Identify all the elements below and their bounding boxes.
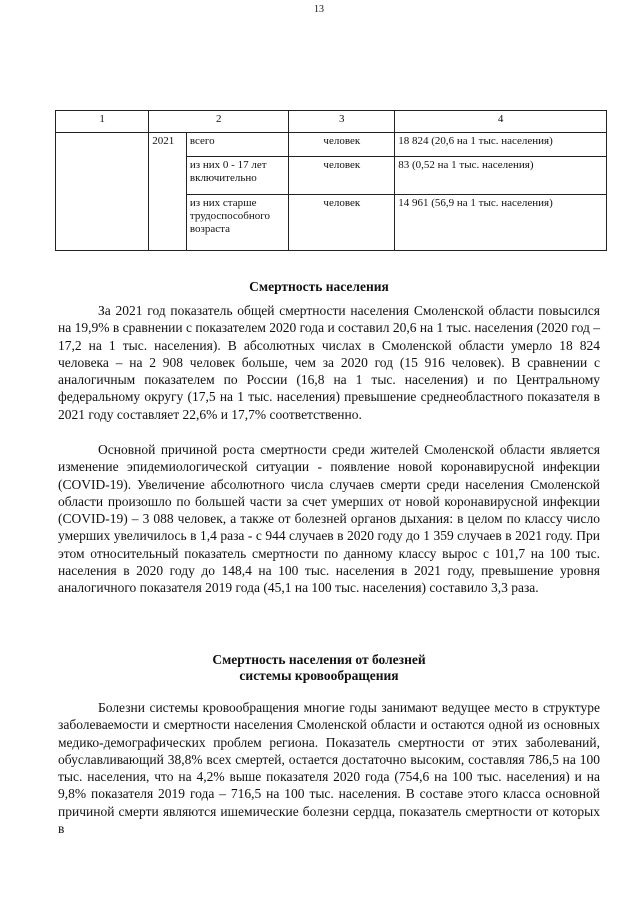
row-unit: человек bbox=[289, 133, 395, 157]
row-unit: человек bbox=[289, 195, 395, 251]
section-title-circulatory-line2: системы кровообращения bbox=[239, 668, 399, 683]
paragraph-mortality-overview: За 2021 год показатель общей смертности населения Смоленской области повысился на 19,9% в сравнении с показателем 2020 года и составил 20,6 на 1 тыс. населения (2020 год – 17,2 на 1 тыс. населения). В абсолютных числах в Смоленской области умерло 18 824 человека – на 2 908 человек больше, чем за 2020 год (15 916 человек). В сравнении с аналогичным показателем по России (16,8 на 1 тыс. населения) и по Центральному федеральному округу (17,5 на 1 тыс. населения) превышение среднеобластного показателя в 2021 году составляет 22,6% и 17,7% соответственно. bbox=[58, 303, 600, 422]
row-label: всего bbox=[186, 133, 288, 157]
header-col-3: 3 bbox=[289, 111, 395, 133]
row-value: 18 824 (20,6 на 1 тыс. населения) bbox=[395, 133, 607, 157]
header-col-2: 2 bbox=[149, 111, 289, 133]
row-label: из них старше трудоспособного возраста bbox=[186, 195, 288, 251]
year-cell: 2021 bbox=[149, 133, 187, 251]
section-title-circulatory-line1: Смертность населения от болезней bbox=[212, 652, 426, 667]
header-col-4: 4 bbox=[395, 111, 607, 133]
empty-cell bbox=[56, 133, 149, 251]
paragraph-mortality-causes: Основной причиной роста смертности среди жителей Смоленской области является изменение эпидемиологической ситуации - появление новой коронавирусной инфекции (COVID-19). Увеличение абсолютного числа случаев смерти среди населения Смоленской области произошло по большей части за счет умерших от новой коронавирусной инфекции (COVID-19) – 3 088 человек, а также от болезней органов дыхания: в целом по классу число умерших увеличилось в 1,4 раза - с 944 случаев в 2020 году до 1 359 случаев в 2021 году. При этом относительный показатель смертности по данному классу вырос с 101,7 на 100 тыс. населения в 2020 году до 148,4 на 100 тыс. населения в 2021 году, превышение уровня аналогичного показателя 2019 года (45,1 на 100 тыс. населения) составило 3,3 раза. bbox=[58, 442, 600, 596]
row-value: 83 (0,52 на 1 тыс. населения) bbox=[395, 157, 607, 195]
table-header-row bbox=[56, 111, 607, 133]
row-label: из них 0 - 17 лет включительно bbox=[186, 157, 288, 195]
row-unit: человек bbox=[289, 157, 395, 195]
paragraph-circulatory-diseases: Болезни системы кровообращения многие годы занимают ведущее место в структуре заболеваемости и смертности населения Смоленской области и остаются одной из основных медико-демографических проблем региона. Показатель смертности от этих заболеваний, обуславливающий 38,8% всех смертей, остается достаточно высоким, составляя 786,5 на 100 тыс. населения, что на 4,2% выше показателя 2020 года (754,6 на 100 тыс. населения) и на 9,8% показателя 2019 года – 716,5 на 100 тыс. населения. В составе этого класса основной причиной смерти являются ишемические болезни сердца, показатель смертности от которых в bbox=[58, 700, 600, 837]
header-col-1: 1 bbox=[56, 111, 149, 133]
row-value: 14 961 (56,9 на 1 тыс. населения) bbox=[395, 195, 607, 251]
page-number: 13 bbox=[314, 4, 324, 15]
table-row bbox=[56, 133, 607, 157]
section-title-mortality: Смертность населения bbox=[249, 279, 389, 294]
mortality-table bbox=[55, 110, 607, 251]
